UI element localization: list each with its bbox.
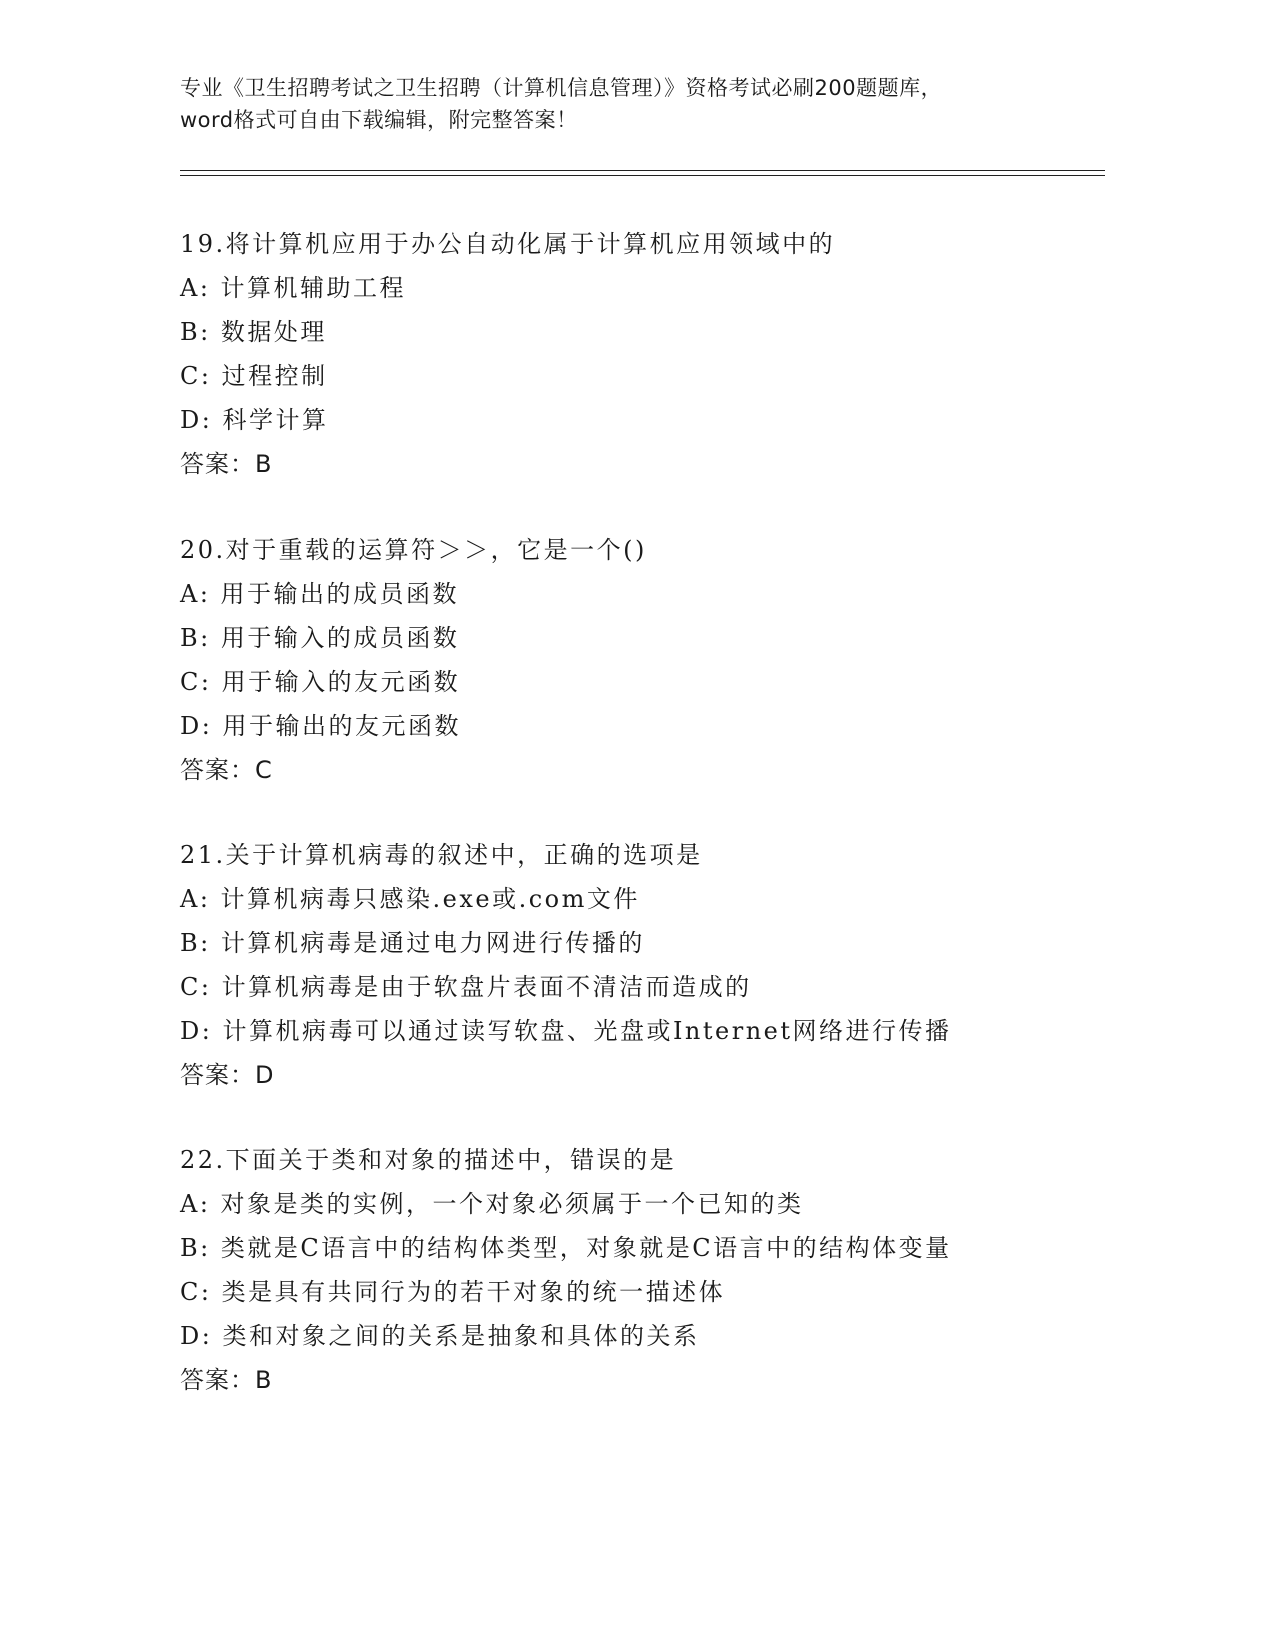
option-d: D: 用于输出的友元函数	[180, 712, 461, 740]
option-a: A: 计算机辅助工程	[180, 274, 407, 302]
option-d: D: 科学计算	[180, 406, 329, 434]
question-22	[180, 1138, 1130, 1402]
answer-label: 答案：B	[180, 1366, 273, 1394]
question-21	[180, 833, 1130, 1097]
option-a: A: 用于输出的成员函数	[180, 580, 460, 608]
answer-label: 答案：B	[180, 450, 273, 478]
question-20	[180, 528, 1130, 792]
option-b: B: 数据处理	[180, 318, 327, 346]
option-c: C: 类是具有共同行为的若干对象的统一描述体	[180, 1278, 726, 1306]
question-19	[180, 222, 1130, 486]
document-header	[180, 72, 1080, 136]
option-d: D: 类和对象之间的关系是抽象和具体的关系	[180, 1322, 700, 1350]
header-title-line-1: 专业《卫生招聘考试之卫生招聘（计算机信息管理）》资格考试必刷200题题库，	[180, 76, 943, 100]
option-d: D: 计算机病毒可以通过读写软盘、光盘或Internet网络进行传播	[180, 1017, 952, 1045]
header-divider-top	[180, 170, 1105, 171]
option-c: C: 过程控制	[180, 362, 328, 390]
option-c: C: 用于输入的友元函数	[180, 668, 461, 696]
answer-label: 答案：D	[180, 1061, 275, 1089]
option-b: B: 计算机病毒是通过电力网进行传播的	[180, 929, 645, 957]
header-divider-bottom	[180, 175, 1105, 176]
option-a: A: 对象是类的实例，一个对象必须属于一个已知的类	[180, 1190, 804, 1218]
option-c: C: 计算机病毒是由于软盘片表面不清洁而造成的	[180, 973, 752, 1001]
question-stem: 21.关于计算机病毒的叙述中，正确的选项是	[180, 841, 703, 869]
option-a: A: 计算机病毒只感染.exe或.com文件	[180, 885, 640, 913]
header-title-line-2: word格式可自由下载编辑，附完整答案！	[180, 108, 578, 132]
option-b: B: 用于输入的成员函数	[180, 624, 460, 652]
option-b: B: 类就是C语言中的结构体类型，对象就是C语言中的结构体变量	[180, 1234, 952, 1262]
question-stem: 19.将计算机应用于办公自动化属于计算机应用领域中的	[180, 230, 836, 258]
question-stem: 22.下面关于类和对象的描述中，错误的是	[180, 1146, 677, 1174]
question-stem: 20.对于重载的运算符＞＞，它是一个()	[180, 536, 647, 564]
answer-label: 答案：C	[180, 756, 273, 784]
